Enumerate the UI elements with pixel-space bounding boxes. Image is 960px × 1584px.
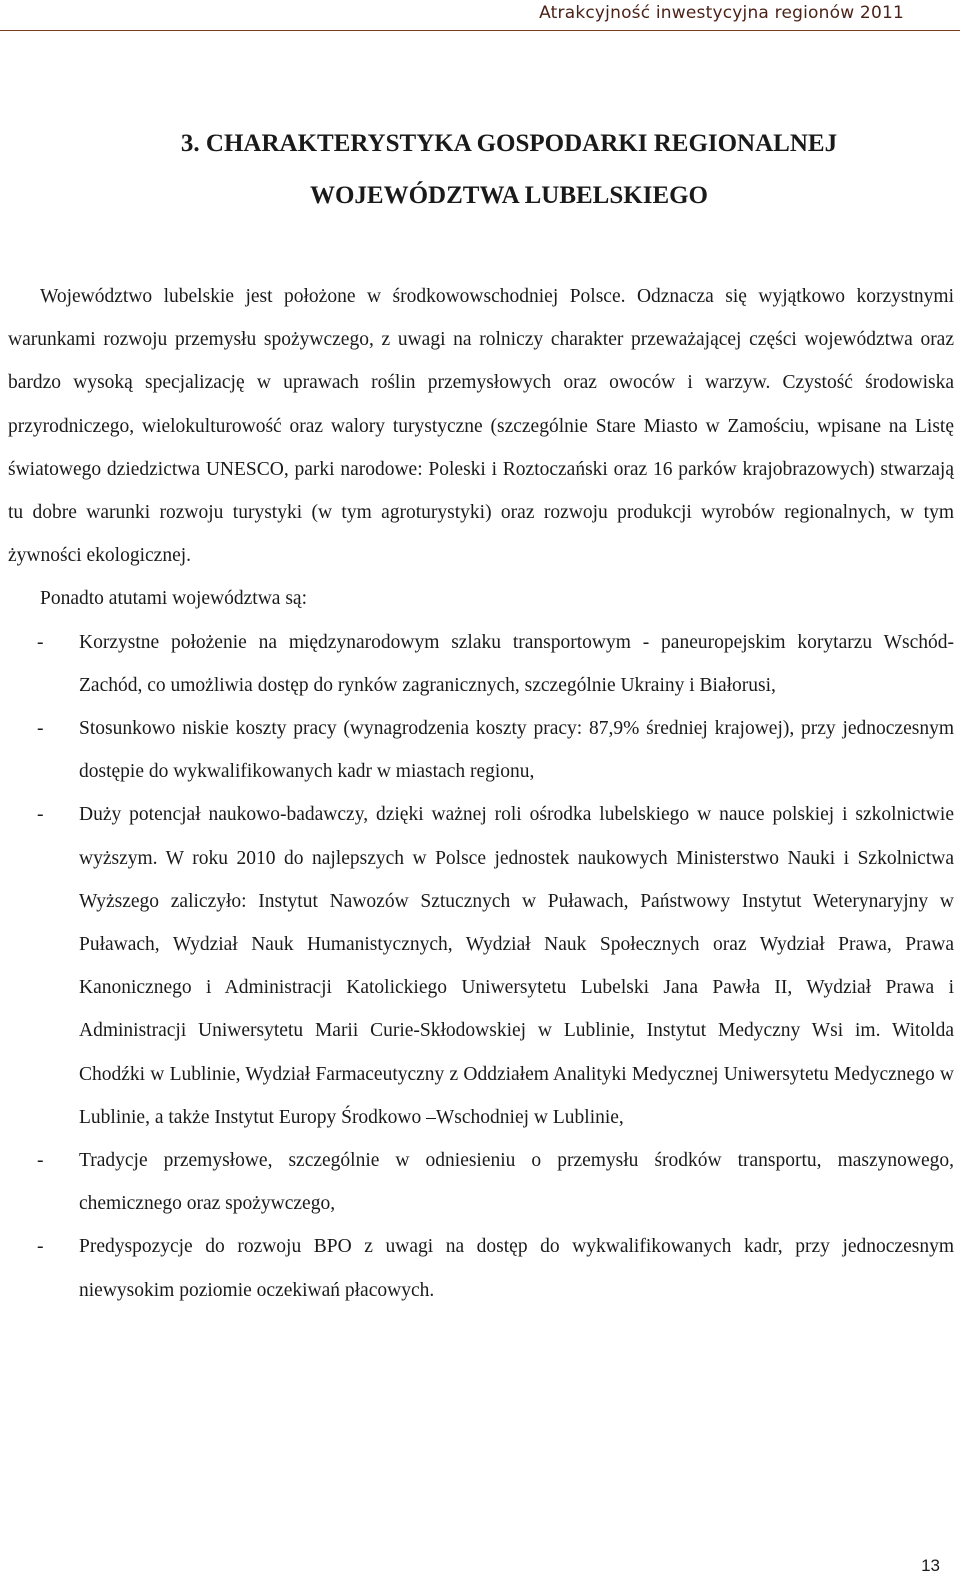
list-item xyxy=(8,707,954,793)
running-header: Atrakcyjność inwestycyjna regionów 2011 xyxy=(539,3,904,23)
list-item xyxy=(8,1225,954,1311)
intro-paragraph: Województwo lubelskie jest położone w środkowowschodniej Polsce. Odznacza się wyjątkowo korzystnymi warunkami rozwoju przemysłu spożywczego, z uwagi na rolniczy charakter przeważającej części województwa oraz bardzo wysoką specjalizację w uprawach roślin przemysłowych oraz owoców i warzyw. Czystość środowiska przyrodniczego, wielokulturowość oraz walory turystyczne (szczególnie Stare Miasto w Zamościu, wpisane na Listę światowego dziedzictwa UNESCO, parki narodowe: Poleski i Roztoczański oraz 16 parków krajobrazowych) stwarzają tu dobre warunki rozwoju turystyki (w tym agroturystyki) oraz rozwoju produkcji wyrobów regionalnych, w tym żywności ekologicznej. xyxy=(8,286,954,567)
chapter-title-line-2: WOJEWÓDZTWA LUBELSKIEGO xyxy=(309,182,709,209)
chapter-title-line-1: 3. CHARAKTERYSTYKA GOSPODARKI REGIONALNEJ xyxy=(180,130,838,157)
list-dash: - xyxy=(37,804,44,826)
list-intro: Ponadto atutami województwa są: xyxy=(40,588,307,610)
list-item-text: Tradycje przemysłowe, szczególnie w odniesieniu o przemysłu środków transportu, maszynowego, chemicznego oraz spożywczego, xyxy=(79,1150,954,1215)
list-item xyxy=(8,793,954,1139)
body-text xyxy=(8,275,954,1312)
list-item-text: Predyspozycje do rozwoju BPO z uwagi na dostęp do wykwalifikowanych kadr, przy jednoczesnym niewysokim poziomie oczekiwań płacowych. xyxy=(79,1236,954,1301)
list-dash: - xyxy=(37,631,44,653)
list-dash: - xyxy=(37,1150,44,1172)
page-number: 13 xyxy=(921,1556,940,1575)
list-item-text: Stosunkowo niskie koszty pracy (wynagrodzenia koszty pracy: 87,9% średniej krajowej), przy jednoczesnym dostępie do wykwalifikowanych kadr w miastach regionu, xyxy=(79,718,954,783)
list-item-text: Duży potencjał naukowo-badawczy, dzięki ważnej roli ośrodka lubelskiego w nauce polskiej i szkolnictwie wyższym. W roku 2010 do najlepszych w Polsce jednostek naukowych Ministerstwo Nauki i Szkolnictwa Wyższego zaliczyło: Instytut Nawozów Sztucznych w Puławach, Państwowy Instytut Weterynaryjny w Puławach, Wydział Nauk Humanistycznych, Wydział Nauk Społecznych oraz Wydział Prawa, Prawa Kanonicznego i Administracji Katolickiego Uniwersytetu Lubelski Jana Pawła II, Wydział Prawa i Administracji Uniwersytetu Marii Curie-Skłodowskiej w Lublinie, Instytut Medyczny Wsi im. Witolda Chodźki w Lublinie, Wydział Farmaceutyczny z Oddziałem Analityki Medycznej Uniwersytetu Medycznego w Lublinie, a także Instytut Europy Środkowo –Wschodniej w Lublinie, xyxy=(79,804,954,1128)
header-rule xyxy=(0,30,960,31)
list-dash: - xyxy=(37,718,44,740)
chapter-title xyxy=(0,118,960,222)
list-item xyxy=(8,1139,954,1225)
list-dash: - xyxy=(37,1236,44,1258)
list-item xyxy=(8,621,954,707)
assets-list xyxy=(8,621,954,1312)
list-item-text: Korzystne położenie na międzynarodowym szlaku transportowym - paneuropejskim korytarzu Wschód-Zachód, co umożliwia dostęp do rynków zagranicznych, szczególnie Ukrainy i Białorusi, xyxy=(79,631,954,696)
